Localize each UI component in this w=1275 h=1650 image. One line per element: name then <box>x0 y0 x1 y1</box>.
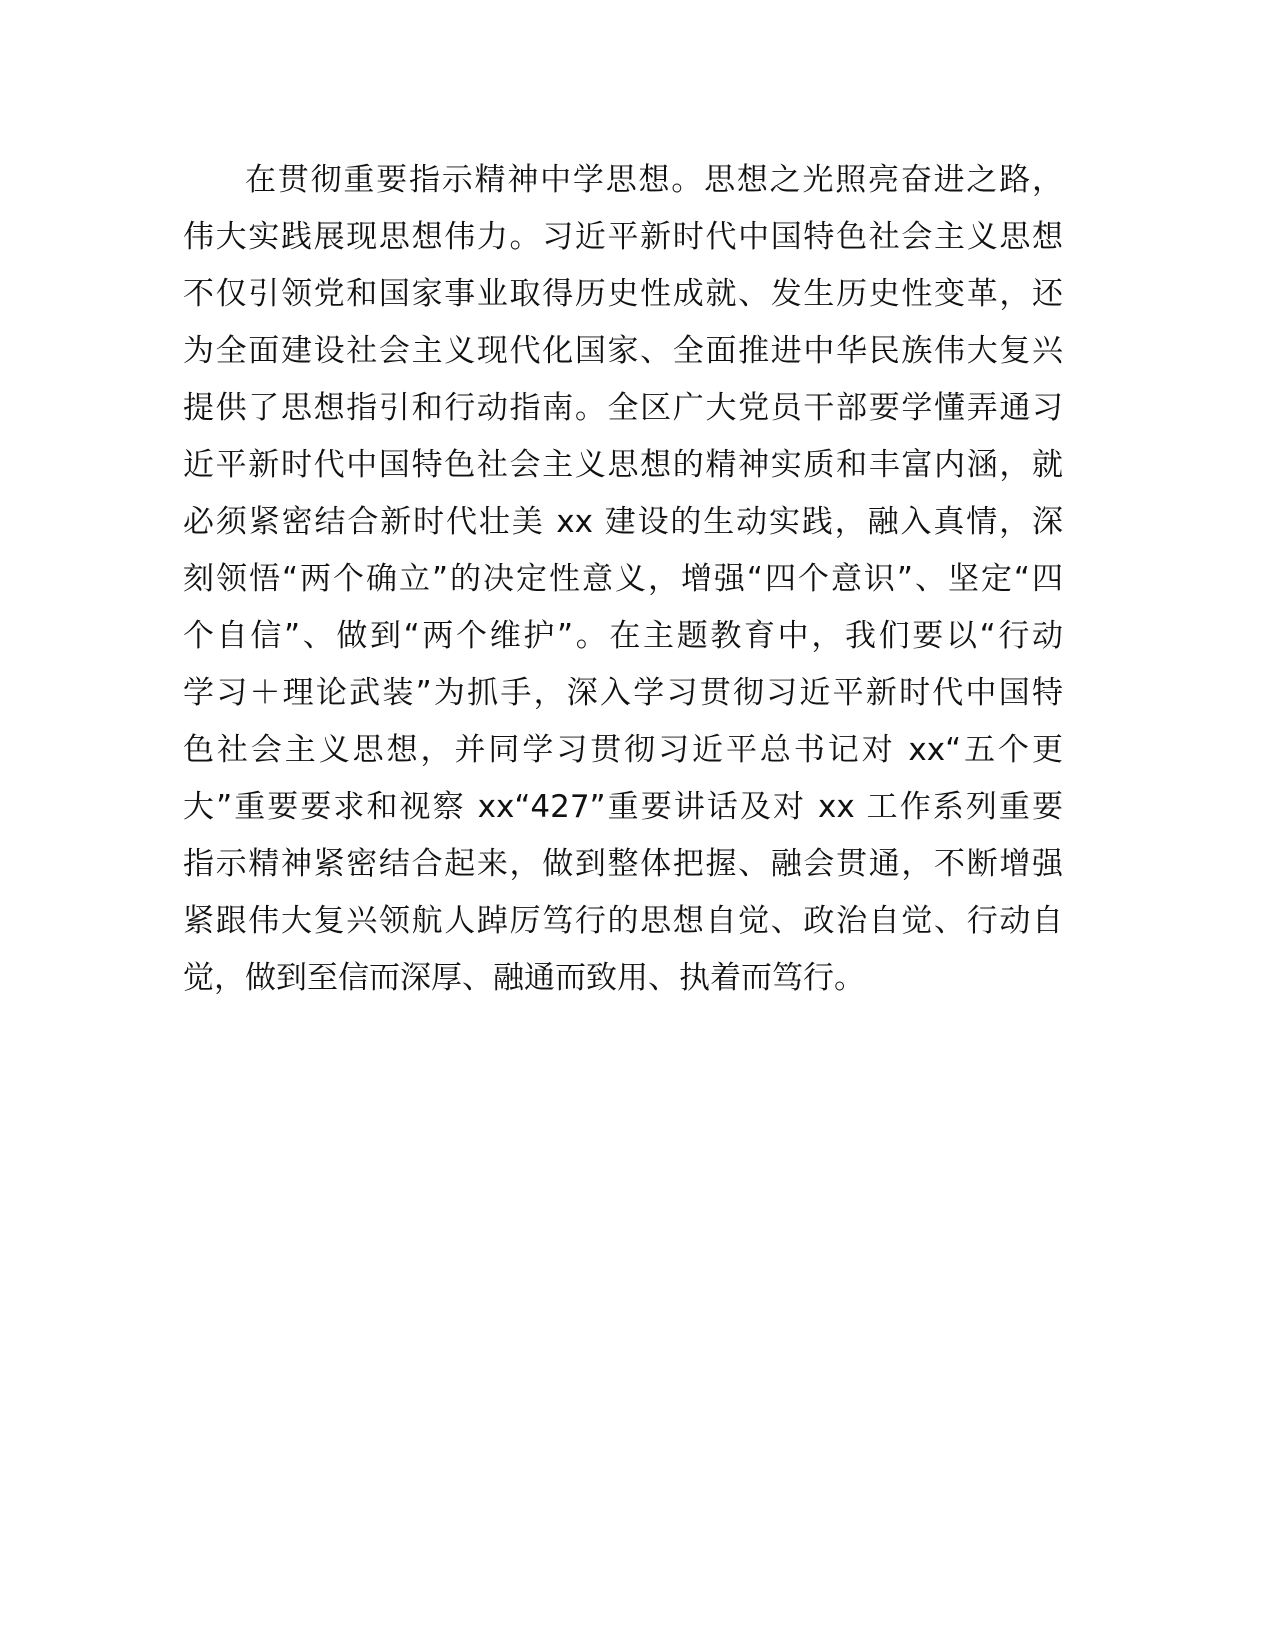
paragraph-line: 不仅引领党和国家事业取得历史性成就、发生历史性变革，还 <box>183 276 1063 312</box>
paragraph-line: 指示精神紧密结合起来，做到整体把握、融会贯通，不断增强 <box>183 846 1063 882</box>
paragraph-line: 学习＋理论武装”为抓手，深入学习贯彻习近平新时代中国特 <box>183 675 1063 711</box>
paragraph-line: 必须紧密结合新时代壮美 xx 建设的生动实践，融入真情，深 <box>183 504 1063 540</box>
paragraph-line: 近平新时代中国特色社会主义思想的精神实质和丰富内涵，就 <box>183 447 1063 483</box>
paragraph-line: 刻领悟“两个确立”的决定性意义，增强“四个意识”、坚定“四 <box>183 561 1063 597</box>
body-paragraph <box>183 152 1063 1007</box>
paragraph-line: 为全面建设社会主义现代化国家、全面推进中华民族伟大复兴 <box>183 333 1063 369</box>
paragraph-line: 在贯彻重要指示精神中学思想。思想之光照亮奋进之路， <box>245 162 1063 198</box>
paragraph-line: 个自信”、做到“两个维护”。在主题教育中，我们要以“行动 <box>183 618 1063 654</box>
paragraph-line: 提供了思想指引和行动指南。全区广大党员干部要学懂弄通习 <box>183 390 1063 426</box>
paragraph-line: 伟大实践展现思想伟力。习近平新时代中国特色社会主义思想 <box>183 219 1063 255</box>
paragraph-line: 觉，做到至信而深厚、融通而致用、执着而笃行。 <box>183 960 865 996</box>
paragraph-line: 紧跟伟大复兴领航人踔厉笃行的思想自觉、政治自觉、行动自 <box>183 903 1063 939</box>
paragraph-line: 大”重要要求和视察 xx“427”重要讲话及对 xx 工作系列重要 <box>183 789 1063 825</box>
paragraph-line: 色社会主义思想，并同学习贯彻习近平总书记对 xx“五个更 <box>183 732 1063 768</box>
